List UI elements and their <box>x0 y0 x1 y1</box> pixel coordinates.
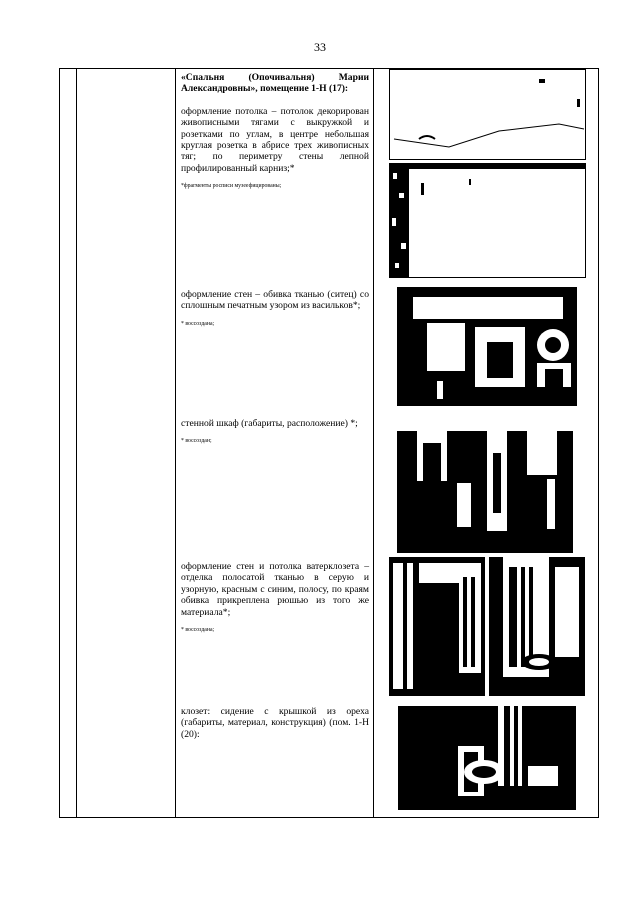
photo-water-closet-walls <box>389 557 485 696</box>
section-ceiling <box>181 72 369 190</box>
section-wardrobe <box>181 418 369 445</box>
photo-toilet-seat <box>398 706 576 810</box>
section-note: * воссоздана; <box>181 627 215 634</box>
section-text: оформление потолка – потолок декорирован живописными тягами с выкружкой и розетками по углам, в центре небольшая круглая розетка в абрисе трех живописных тяг; по периметру стены лепной профилированный карниз;* <box>181 105 369 174</box>
photo-ceiling-overview <box>389 69 586 160</box>
section-text: оформление стен и потолка ватерклозета – отделка полосатой тканью в серую и узорную, красным с синим, полосу, по краям обивка прикреплена рюшью из того же материала*; <box>181 561 369 618</box>
section-note: *фрагменты росписи музеефицированы; <box>181 183 282 190</box>
section-note: * воссоздан; <box>181 438 212 445</box>
photo-ceiling-cornice <box>389 163 586 278</box>
section-text: клозет: сидение с крышкой из ореха (габариты, материал, конструкция) (пом. 1-Н (20): <box>181 706 369 740</box>
table-border-left <box>59 68 60 818</box>
table-column-divider-1 <box>76 68 77 818</box>
section-water-closet <box>181 561 369 634</box>
section-note: * воссоздана; <box>181 320 215 327</box>
section-toilet-seat <box>181 706 369 740</box>
table-border-right <box>598 68 599 818</box>
photo-wall-wardrobe <box>397 413 573 553</box>
section-text: стенной шкаф (габариты, расположение) *; <box>181 418 358 429</box>
photo-water-closet-seat <box>489 557 585 696</box>
table-border-bottom <box>59 817 599 818</box>
photo-bedroom-walls <box>397 287 577 406</box>
section-walls <box>181 289 369 328</box>
table-column-divider-3 <box>373 68 374 818</box>
room-heading: «Спальня (Опочивальня) Марии Александровны», помещение 1-Н (17): <box>181 72 369 95</box>
table-column-divider-2 <box>175 68 176 818</box>
page-number: 33 <box>314 40 326 54</box>
section-text: оформление стен – обивка тканью (ситец) со сплошным печатным узором из васильков*; <box>181 289 369 312</box>
